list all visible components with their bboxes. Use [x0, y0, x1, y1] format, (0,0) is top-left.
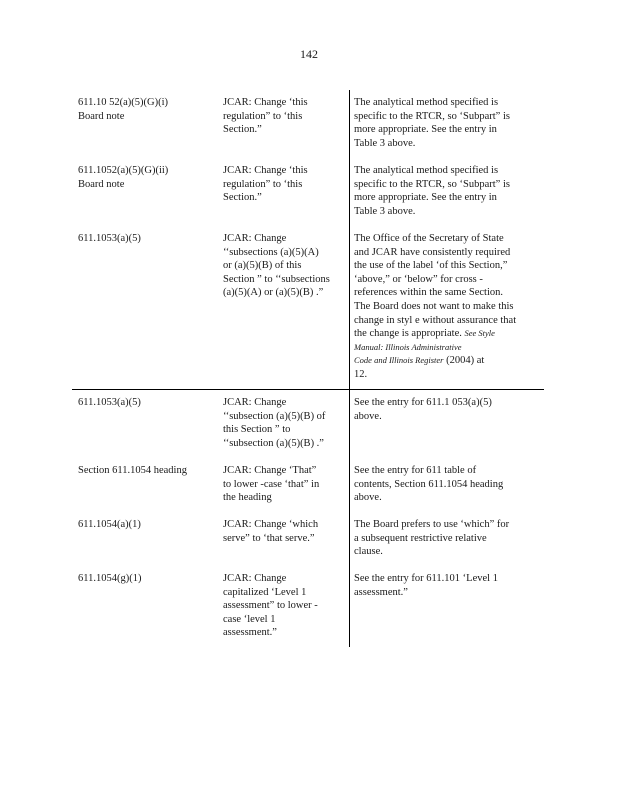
- row-separator: [72, 389, 544, 390]
- section-cell: 611.1052(a)(5)(G)(ii) Board note: [78, 165, 169, 190]
- change-cell: JCAR: Change ‘‘subsection (a)(5)(B) of this Section ” to ‘‘subsection (a)(5)(B) .”: [223, 397, 326, 449]
- page-number: 142: [300, 47, 318, 61]
- change-cell: JCAR: Change ‘which serve” to ‘that serve.”: [223, 519, 319, 544]
- change-cell: JCAR: Change ‘this regulation” to ‘this Section.”: [223, 97, 308, 136]
- change-cell: JCAR: Change ‘That” to lower -case ‘that” in the heading: [223, 465, 320, 504]
- change-cell: JCAR: Change ‘‘subsections (a)(5)(A) or (a)(5)(B) of this Section ” to ‘‘subsections (a)(5)(A) or (a)(5)(B) .”: [223, 233, 330, 299]
- reason-cell: The analytical method specified is specific to the RTCR, so ‘Subpart” is more appropriate. See the entry in Table 3 above.: [354, 165, 510, 217]
- reason-cell: See the entry for 611 table of contents, Section 611.1054 heading above.: [354, 465, 504, 504]
- section-cell: 611.1054(a)(1): [78, 519, 141, 530]
- section-cell: 611.1054(g)(1): [78, 573, 142, 584]
- section-cell: 611.1053(a)(5): [78, 397, 141, 408]
- reason-cell: The Board prefers to use ‘which” for a subsequent restrictive relative clause.: [354, 519, 510, 558]
- section-cell: 611.10 52(a)(5)(G)(i) Board note: [78, 97, 168, 122]
- reason-cell: The Office of the Secretary of State and JCAR have consistently required the use of the label ‘of this Section,” ‘above,” or ‘below” for cross - references within the same Section. The Board does not want to make this change in styl e without assurance that the change is appropriate. See Style Manual: Illinois Administrative Code and Illinois Register (2004) at 12.: [354, 233, 517, 380]
- section-cell: 611.1053(a)(5): [78, 233, 141, 244]
- section-cell: Section 611.1054 heading: [78, 465, 187, 476]
- reason-cell: See the entry for 611.1 053(a)(5) above.: [354, 397, 492, 422]
- column-divider: [349, 90, 350, 647]
- change-cell: JCAR: Change ‘this regulation” to ‘this Section.”: [223, 165, 308, 204]
- reason-cell: The analytical method specified is specific to the RTCR, so ‘Subpart” is more appropriate. See the entry in Table 3 above.: [354, 97, 510, 149]
- reason-cell: See the entry for 611.101 ‘Level 1 assessment.”: [354, 573, 498, 598]
- change-cell: JCAR: Change capitalized ‘Level 1 assessment” to lower - case ‘level 1 assessment.”: [223, 573, 318, 639]
